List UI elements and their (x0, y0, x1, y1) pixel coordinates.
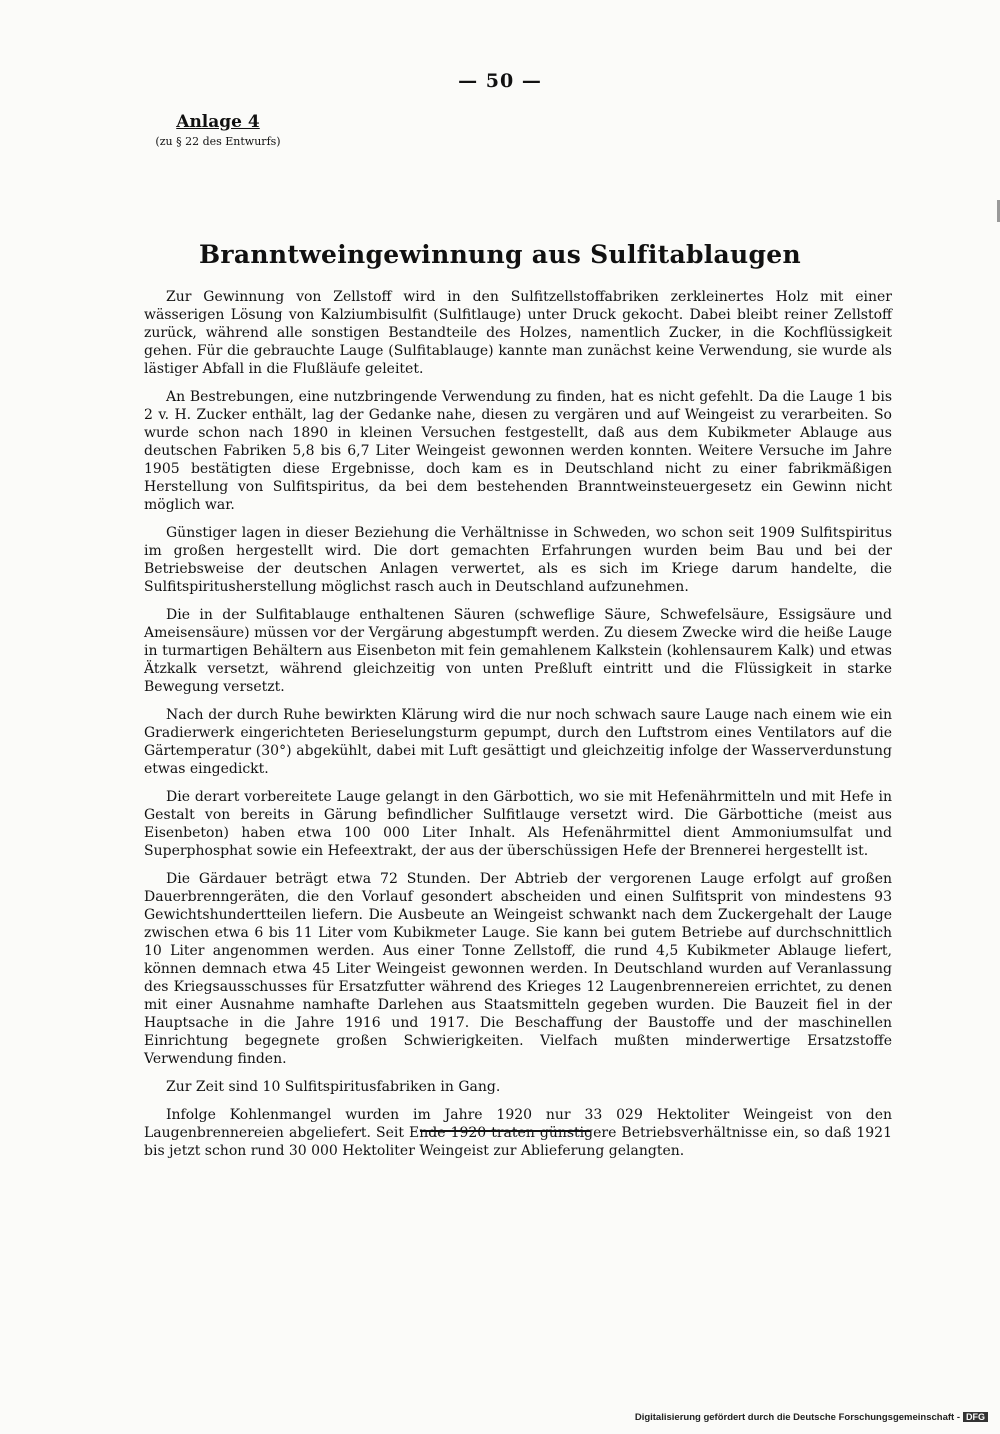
document-title: Branntweingewinnung aus Sulfitablaugen (199, 240, 801, 269)
annex-label (148, 112, 288, 148)
page-number: — 50 — (458, 70, 542, 92)
paragraph-9: Infolge Kohlenmangel wurden im Jahre 1920 nur 33 029 Hektoliter Weingeist von den Laugenbrennereien abgeliefert. Seit Ende 1920 traten günstigere Betriebsverhältnisse ein, so daß 1921 bis jetzt schon rund 30 000 Hektoliter Weingeist zur Ablieferung gelangten. (144, 1107, 892, 1159)
annex-title: Anlage 4 (176, 112, 260, 132)
annex-subtitle: (zu § 22 des Entwurfs) (155, 135, 281, 148)
paragraph-4: Die in der Sulfitablauge enthaltenen Säuren (schweflige Säure, Schwefelsäure, Essigsäure und Ameisensäure) müssen vor der Vergärung abgestumpft werden. Zu diesem Zwecke wird die heiße Lauge in turmartigen Behältern aus Eisenbeton mit fein gemahlenem Kalkstein (kohlensaurem Kalk) und etwas Ätzkalk versetzt, während gleichzeitig von unten Preßluft eintritt und die Flüssigkeit in starke Bewegung versetzt. (144, 607, 892, 695)
paragraph-2: An Bestrebungen, eine nutzbringende Verwendung zu finden, hat es nicht gefehlt. Da die Lauge 1 bis 2 v. H. Zucker enthält, lag der Gedanke nahe, diesen zu vergären und auf Weingeist zu verarbeiten. So wurde schon nach 1890 in kleinen Versuchen festgestellt, daß aus dem Kubikmeter Ablauge aus deutschen Fabriken 5,8 bis 6,7 Liter Weingeist gewonnen werden konnten. Weitere Versuche im Jahre 1905 bestätigten diese Ergebnisse, doch kam es in Deutschland nicht zu einer fabrikmäßigen Herstellung von Sulfitspiritus, da bei dem bestehenden Branntweinsteuergesetz ein Gewinn nicht möglich war. (144, 389, 892, 513)
digitization-footer (635, 1412, 988, 1423)
paragraph-6: Die derart vorbereitete Lauge gelangt in den Gärbottich, wo sie mit Hefenährmitteln und mit Hefe in Gestalt von bereits in Gärung befindlicher Sulfitlauge versetzt wird. Die Gärbottiche (meist aus Eisenbeton) haben etwa 100 000 Liter Inhalt. Als Hefenährmittel dient Ammoniumsulfat und Superphosphat sowie ein Hefeextrakt, der aus der überschüssigen Hefe der Brennerei hergestellt ist. (144, 789, 892, 859)
paragraph-8: Zur Zeit sind 10 Sulfitspiritusfabriken in Gang. (166, 1079, 501, 1095)
paragraph-7: Die Gärdauer beträgt etwa 72 Stunden. Der Abtrieb der vergorenen Lauge erfolgt auf großen Dauerbrenngeräten, die den Vorlauf gesondert abscheiden und einen Sulfitsprit von mindestens 93 Gewichtshundertteilen liefern. Die Ausbeute an Weingeist schwankt nach dem Zuckergehalt der Lauge zwischen etwa 6 bis 11 Liter vom Kubikmeter Lauge. Sie kann bei gutem Betriebe auf durchschnittlich 10 Liter angenommen werden. Aus einer Tonne Zellstoff, die rund 4,5 Kubikmeter Ablauge liefert, können demnach etwa 45 Liter Weingeist gewonnen werden. In Deutschland wurden auf Veranlassung des Kriegsausschusses für Ersatzfutter während des Krieges 12 Laugenbrennereien errichtet, zu denen mit einer Ausnahme namhafte Darlehen aus Staatsmitteln gegeben wurden. Die Bauzeit fiel in der Hauptsache in die Jahre 1916 und 1917. Die Beschaffung der Baustoffe und der maschinellen Einrichtung begegnete großen Schwierigkeiten. Vielfach mußten minderwertige Ersatzstoffe Verwendung finden. (144, 871, 892, 1067)
body-text (144, 288, 892, 1170)
paragraph-1: Zur Gewinnung von Zellstoff wird in den Sulfitzellstoffabriken zerkleinertes Holz mit einer wässerigen Lösung von Kalziumbisulfit (Sulfitlauge) unter Druck gekocht. Dabei bleibt reiner Zellstoff zurück, während alle sonstigen Bestandteile des Holzes, namentlich Zucker, in die Kochflüssigkeit gehen. Für die gebrauchte Lauge (Sulfitablauge) kannte man zunächst keine Verwendung, sie wurde als lästiger Abfall in die Flußläufe geleitet. (144, 289, 892, 377)
dfg-logo: DFG (963, 1412, 988, 1422)
closing-rule (420, 1130, 590, 1132)
paragraph-3: Günstiger lagen in dieser Beziehung die Verhältnisse in Schweden, wo schon seit 1909 Sulfitspiritus im großen hergestellt wird. Die dort gemachten Erfahrungen wurden beim Bau und bei der Betriebsweise der deutschen Anlagen verwertet, als es sich im Kriege darum handelte, die Sulfitspiritusherstellung möglichst rasch auch in Deutschland aufzunehmen. (144, 525, 892, 595)
paragraph-5: Nach der durch Ruhe bewirkten Klärung wird die nur noch schwach saure Lauge nach einem wie ein Gradierwerk eingerichteten Berieselungsturm gepumpt, durch den Luftstrom eines Ventilators auf die Gärtemperatur (30°) abgekühlt, dabei mit Luft gesättigt und gleichzeitig infolge der Wasserverdunstung etwas eingedickt. (144, 707, 892, 777)
footer-text: Digitalisierung gefördert durch die Deutsche Forschungsgemeinschaft - (634, 1412, 960, 1423)
